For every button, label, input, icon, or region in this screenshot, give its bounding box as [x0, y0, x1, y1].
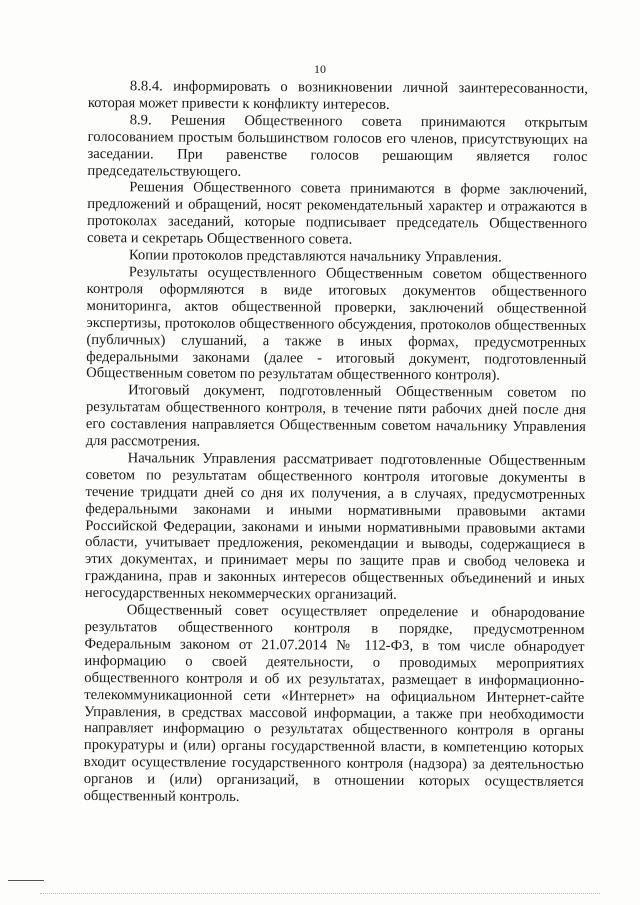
document-body — [84, 78, 588, 808]
paragraph-decision-form: Решения Общественного совета принимаются в форме заключений, предложений и обращений, носят рекомендательный характер и отражаются в протоколах заседаний, которые подписывает председатель Общественного совета и секретарь Общественного совета. — [86, 179, 588, 248]
paragraph-final-document: Итоговый документ, подготовленный Общественным советом по результатам общественного контроля, в течение пяти рабочих дней после дня его составления направляется Общественным советом начальнику Управления для рассмотрения. — [85, 382, 587, 450]
paragraph-publication: Общественный совет осуществляет определение и обнародование результатов общественного контроля в порядке, предусмотренном Федеральным законом от 21.07.2014 № 112-ФЗ, в том числе обнародует информацию о своей деятельности, о проводимых мероприятиях общественного контроля и об их результатах, размещает в информационно-телекоммуникационной сети «Интернет» на официальном Интернет-сайте Управления, в средствах массовой информации, а также при необходимости направляет информацию о результатах общественного контроля в органы прокуратуры и (или) органы государственной власти, в компетенцию которых входит осуществление государственного контроля (надзора) за деятельностью органов и (или) организаций, в отношении которых осуществляется общественный контроль. — [83, 602, 585, 806]
paragraph-head-review: Начальник Управления рассматривает подготовленные Общественным советом по результатам общественного контроля итоговые документы в течение тридцати дней со дня их получения, а в случаях, предусмотренных федеральными законами и иными нормативными правовыми актами Российской Федерации, законами и иными нормативными правовыми актами области, учитывает предложения, рекомендации и выводы, содержащиеся в этих документах, и принимает меры по защите прав и свобод человека и гражданина, прав и законных интересов общественных объединений и иных негосударственных некоммерческих организаций. — [84, 450, 586, 604]
page-number: 10 — [314, 62, 326, 76]
paragraph-8-9: 8.9. Решения Общественного совета принимаются открытым голосованием простым большинством голосов его членов, присутствующих на заседании. При равенстве голосов решающим является голос председательствующего. — [87, 112, 588, 180]
paragraph-control-results: Результаты осуществленного Общественным советом общественного контроля оформляются в виде итоговых документов общественного мониторинга, актов общественной проверки, заключений общественной экспертизы, протоколов общественного обсуждения, протоколов общественных (публичных) слушаний, а также в иных формах, предусмотренных федеральными законами (далее - итоговый документ, подготовленный Общественным советом по результатам общественного контроля). — [86, 264, 587, 384]
paragraph-protocol-copies: Копии протоколов представляются начальнику Управления. — [128, 247, 502, 266]
footer-rule — [8, 880, 44, 881]
scan-artifact-line — [40, 893, 600, 898]
paragraph-8-8-4: 8.8.4. информировать о возникновении личной заинтересованности, которая может привести к конфликту интересов. — [87, 78, 588, 113]
